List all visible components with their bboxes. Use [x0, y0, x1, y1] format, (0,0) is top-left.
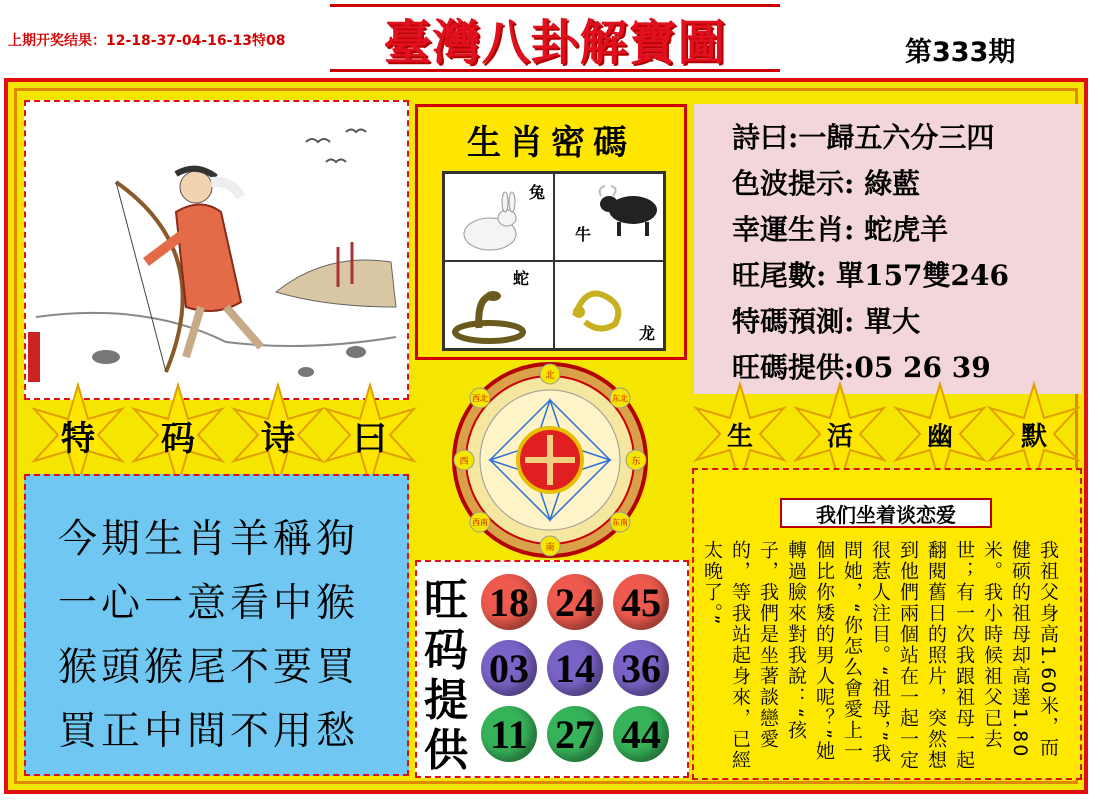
lucky-numbers-panel [415, 560, 689, 778]
zodiac-label: 牛 [575, 225, 592, 244]
number-ball: 14 [547, 640, 603, 696]
poem-line: 一心一意看中猴 [58, 581, 360, 626]
number-ball: 45 [613, 574, 669, 630]
label-char: 码 [424, 625, 468, 676]
star-badge [26, 383, 130, 487]
last-result-text: 上期开奖结果：12-18-37-04-16-13特08 [8, 33, 286, 49]
special-prediction-line: 特碼預測: 單大 [732, 305, 921, 338]
zodiac-label: 兔 [528, 183, 545, 202]
rabbit-icon [455, 194, 525, 254]
number-ball: 27 [547, 706, 603, 762]
ox-icon [595, 182, 665, 242]
star-badge [126, 383, 230, 487]
zodiac-code-panel [415, 104, 687, 360]
page-title: 臺灣八卦解寶圖 [330, 4, 780, 72]
label-char: 供 [424, 725, 468, 776]
lucky-code-line: 旺碼提供:05 26 39 [732, 351, 991, 384]
compass-label: 西北 [472, 394, 488, 403]
star-text: 默 [1020, 421, 1047, 452]
label-char: 旺 [424, 575, 468, 626]
compass-label: 西 [459, 457, 469, 467]
lucky-numbers-label [423, 576, 469, 776]
story-title: 我们坐着谈恋爱 [780, 498, 992, 528]
compass-label: 南 [545, 543, 555, 553]
label-char: 提 [424, 675, 468, 726]
poem-hint-line: 詩曰:一歸五六分三四 [732, 121, 995, 154]
star-badge [318, 383, 422, 487]
issue-number: 第333期 [905, 37, 1016, 68]
number-ball: 03 [481, 640, 537, 696]
archer-drawing-icon [26, 102, 407, 398]
lucky-zodiac-line: 幸運生肖: 蛇虎羊 [732, 213, 949, 246]
compass-label: 北 [545, 371, 555, 381]
star-text: 幽 [926, 421, 953, 452]
zodiac-cell [444, 261, 554, 349]
zodiac-label: 蛇 [513, 269, 530, 288]
star-text: 生 [726, 421, 753, 452]
star-text: 活 [826, 421, 853, 452]
story-panel [692, 468, 1082, 780]
zodiac-cell [554, 173, 664, 261]
zodiac-cell [554, 261, 664, 349]
dragon-icon [565, 276, 635, 336]
archer-illustration [24, 100, 409, 400]
info-panel [694, 104, 1082, 394]
poem-line: 猴頭猴尾不要買 [58, 645, 360, 690]
number-ball: 36 [613, 640, 669, 696]
number-ball: 11 [481, 706, 537, 762]
poem-line: 買正中間不用愁 [58, 709, 360, 754]
color-wave-line: 色波提示: 綠藍 [732, 167, 921, 200]
star-text: 诗 [261, 418, 295, 459]
compass-label: 东 [631, 457, 641, 467]
compass-label: 东北 [612, 394, 628, 403]
number-ball: 24 [547, 574, 603, 630]
lucky-tail-line: 旺尾數: 單157雙246 [732, 259, 1009, 292]
number-ball: 44 [613, 706, 669, 762]
compass-label: 东南 [612, 518, 628, 527]
star-text: 码 [161, 418, 195, 459]
number-balls [481, 574, 681, 770]
zodiac-grid [442, 171, 666, 351]
zodiac-cell [444, 173, 554, 261]
star-text: 曰 [353, 418, 387, 459]
story-text: 我祖父身高1.60米，而健硕的祖母却高達1.80米。我小時候祖父已去世；有一次我跟祖母一起翻閱舊日的照片，突然想到他們兩個站在一起一定很惹人注目。“祖母，”我問她，“你怎么會愛上一個比你矮的男人呢？”她轉過臉來對我說：“孩子，我們是坐著談戀愛的，等我站起身來，已經太晚了。” [701, 540, 1059, 771]
poem-panel [24, 474, 409, 776]
number-ball: 18 [481, 574, 537, 630]
compass-label: 西南 [472, 518, 488, 527]
snake-icon [449, 288, 529, 348]
zodiac-label: 龙 [638, 324, 655, 343]
star-text: 特 [61, 418, 95, 459]
zodiac-code-title: 生肖密碼 [467, 123, 635, 163]
star-badge [226, 383, 330, 487]
bagua-compass [440, 360, 660, 560]
compass-icon [440, 360, 660, 560]
poem-line: 今期生肖羊稱狗 [58, 517, 360, 562]
